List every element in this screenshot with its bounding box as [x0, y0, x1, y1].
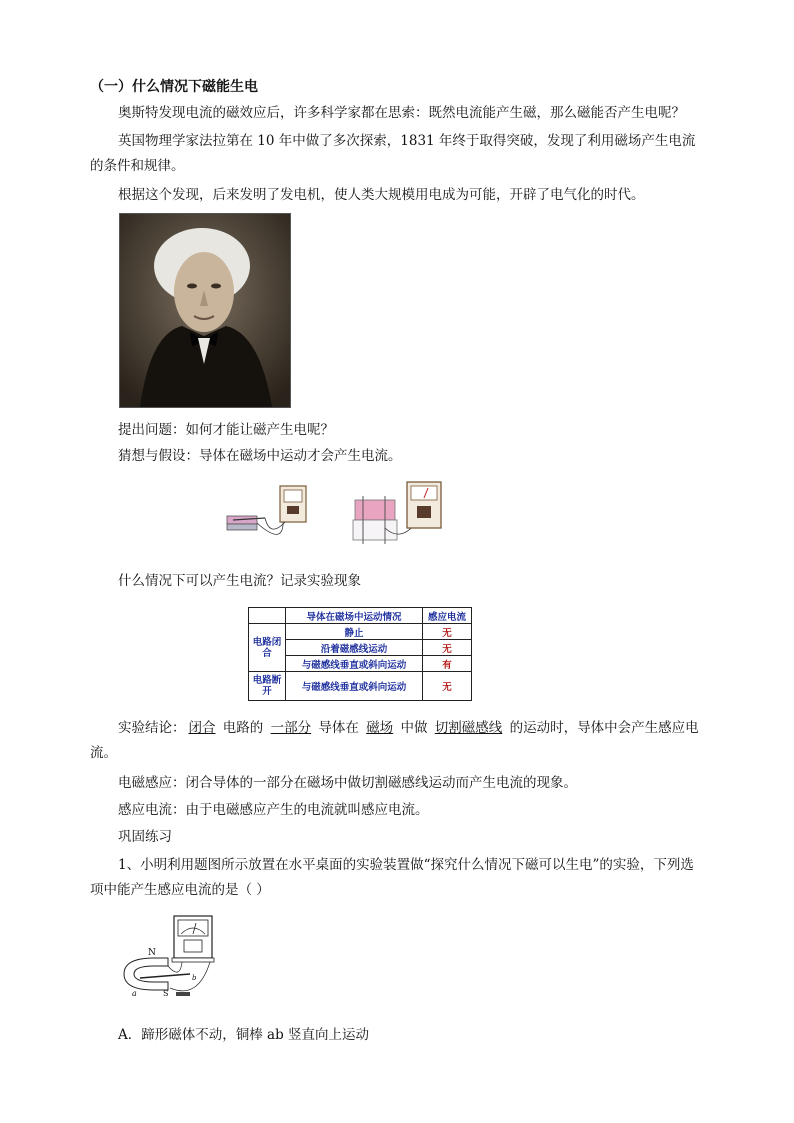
table-cell-current: 无	[423, 640, 472, 656]
label-north: N	[148, 948, 156, 958]
practice-title: 巩固练习	[118, 829, 172, 845]
table-row	[249, 624, 472, 640]
record-text: 什么情况下可以产生电流？记录实验现象	[118, 573, 361, 589]
blank-answer-part: 一部分	[270, 720, 312, 736]
table-header-motion: 导体在磁场中运动情况	[286, 608, 423, 624]
table-cell-current: 无	[423, 624, 472, 640]
question-1: 1、小明利用题图所示放置在水平桌面的实验装置做“探究什么情况下磁可以生电”的实验，下列选项中能产生感应电流的是（ ）	[90, 857, 694, 898]
table-row	[249, 608, 472, 624]
section-title: （一）什么情况下磁能生电	[90, 79, 258, 95]
table-cell-current: 无	[423, 672, 472, 701]
option-a: A．蹄形磁体不动，铜棒 ab 竖直向上运动	[118, 1027, 370, 1043]
group-label-closed: 电路闭合	[249, 624, 286, 672]
conclusion-label: 实验结论：	[118, 720, 186, 736]
label-a: a	[132, 989, 137, 998]
experiment-conclusion	[90, 716, 704, 766]
experiment-apparatus-figure	[225, 478, 475, 554]
blank-answer-field: 磁场	[366, 720, 394, 736]
label-south: S	[163, 989, 169, 998]
table-header-current: 感应电流	[423, 608, 472, 624]
blank-answer-closed: 闭合	[188, 720, 216, 736]
table-cell-motion: 与磁感线垂直或斜向运动	[286, 656, 423, 672]
conclusion-text: 导体在	[314, 720, 364, 736]
table-row	[249, 672, 472, 701]
paragraph-generator: 根据这个发现，后来发明了发电机，使人类大规模用电成为可能，开辟了电气化的时代。	[118, 187, 645, 203]
definition-induction: 电磁感应：闭合导体的一部分在磁场中做切割磁感线运动而产生电流的现象。	[118, 775, 577, 791]
blank-answer-cutting: 切割磁感线	[434, 720, 503, 736]
conclusion-text: 中做	[396, 720, 432, 736]
table-cell-current: 有	[423, 656, 472, 672]
experiment-results-table	[248, 607, 472, 701]
hypothesis-text: 猜想与假设：导体在磁场中运动才会产生电流。	[118, 448, 402, 464]
table-corner-cell	[249, 608, 286, 624]
paragraph-oersted: 奥斯特发现电流的磁效应后，许多科学家都在思索：既然电流能产生磁，那么磁能否产生电呢？	[118, 105, 685, 121]
definition-induced-current: 感应电流：由于电磁感应产生的电流就叫感应电流。	[118, 802, 429, 818]
question-1-apparatus-figure	[118, 910, 228, 1002]
conclusion-text: 电路的	[218, 720, 268, 736]
table-cell-motion: 与磁感线垂直或斜向运动	[286, 672, 423, 701]
question-text: 提出问题：如何才能让磁产生电呢？	[118, 422, 334, 438]
faraday-portrait	[119, 213, 291, 408]
conclusion-text: 的运动时，导体中会产生感应电流。	[90, 720, 699, 761]
label-b: b	[192, 974, 197, 982]
table-cell-motion: 静止	[286, 624, 423, 640]
paragraph-faraday: 英国物理学家法拉第在 10 年中做了多次探索，1831 年终于取得突破，发现了利用磁场产生电流的条件和规律。	[90, 133, 696, 174]
table-cell-motion: 沿着磁感线运动	[286, 640, 423, 656]
group-label-open: 电路断开	[249, 672, 286, 701]
